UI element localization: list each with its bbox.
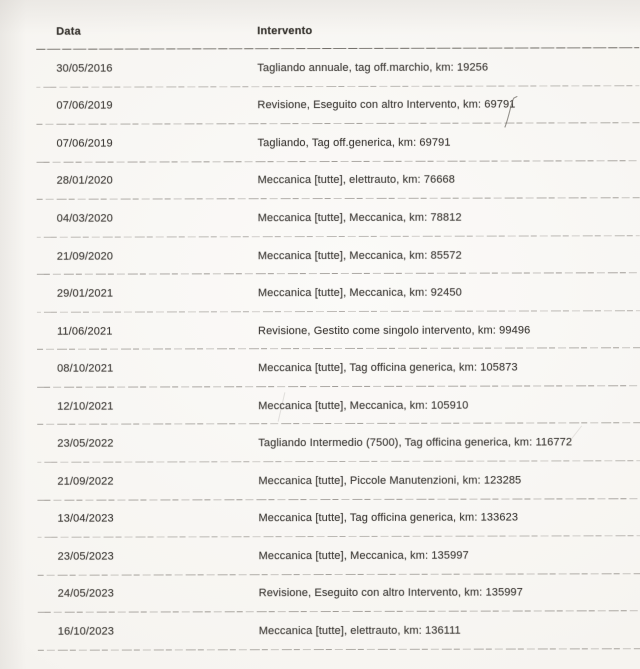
table-row	[36, 48, 639, 87]
row-date-cell: 21/09/2020	[56, 250, 114, 263]
row-date-cell: 21/09/2022	[57, 475, 114, 488]
table-row	[37, 424, 640, 463]
column-header-data: Data	[56, 25, 81, 38]
row-date-cell: 28/01/2020	[56, 174, 113, 188]
row-intervento-cell: Tagliando annuale, tag off.marchio, km: 19256	[257, 61, 489, 74]
table-row	[37, 161, 640, 200]
row-intervento-cell: Meccanica [tutte], Meccanica, km: 135997	[258, 549, 469, 563]
row-date-cell: 29/01/2021	[56, 287, 114, 300]
column-header-intervento: Intervento	[257, 25, 313, 38]
row-intervento-cell: Meccanica [tutte], Piccole Manutenzioni, km: 123285	[258, 474, 522, 487]
table-row	[37, 198, 640, 237]
table-row	[37, 499, 640, 538]
row-date-cell: 23/05/2023	[57, 550, 114, 563]
table-row	[37, 461, 640, 500]
table-row	[37, 386, 640, 425]
maintenance-history-table	[36, 12, 640, 650]
table-row	[37, 236, 640, 275]
row-date-cell: 11/06/2021	[56, 325, 113, 338]
row-date-cell: 16/10/2023	[57, 625, 115, 638]
row-intervento-cell: Meccanica [tutte], Tag officina generica, km: 105873	[258, 361, 518, 375]
row-intervento-cell: Revisione, Eseguito con altro Intervento, km: 135997	[258, 586, 523, 600]
row-date-cell: 23/05/2022	[57, 437, 114, 450]
table-row	[37, 349, 640, 388]
row-intervento-cell: Meccanica [tutte], Tag officina generica, km: 133623	[258, 511, 519, 525]
row-date-cell: 08/10/2021	[57, 362, 114, 375]
table-row	[37, 273, 640, 312]
row-intervento-cell: Meccanica [tutte], Meccanica, km: 105910	[258, 399, 469, 412]
row-intervento-cell: Revisione, Gestito come singolo intervento, km: 99496	[257, 324, 531, 337]
row-intervento-cell: Meccanica [tutte], Meccanica, km: 85572	[257, 249, 462, 262]
table-row	[37, 311, 640, 350]
row-date-cell: 30/05/2016	[56, 62, 113, 75]
table-row	[38, 536, 640, 575]
table-row	[36, 123, 639, 162]
table-header-row	[36, 12, 639, 50]
table-body	[36, 48, 640, 650]
row-date-cell: 13/04/2023	[57, 512, 114, 526]
row-intervento-cell: Meccanica [tutte], elettrauto, km: 76668	[257, 174, 456, 187]
row-intervento-cell: Meccanica [tutte], elettrauto, km: 136111	[258, 624, 461, 638]
row-intervento-cell: Meccanica [tutte], Meccanica, km: 92450	[257, 286, 462, 300]
row-date-cell: 12/10/2021	[57, 400, 114, 413]
table-row	[38, 574, 640, 613]
table-row	[38, 611, 640, 650]
row-date-cell: 04/03/2020	[56, 212, 113, 225]
row-date-cell: 24/05/2023	[57, 588, 114, 601]
pen-mark-artifact	[501, 95, 519, 129]
row-date-cell: 07/06/2019	[56, 137, 113, 150]
row-intervento-cell: Revisione, Eseguito con altro Intervento, km: 69791	[257, 98, 516, 112]
table-row	[36, 86, 639, 125]
row-intervento-cell: Meccanica [tutte], Meccanica, km: 78812	[257, 211, 462, 225]
row-date-cell: 07/06/2019	[56, 99, 113, 113]
row-intervento-cell: Tagliando, Tag off.generica, km: 69791	[257, 136, 451, 150]
row-intervento-cell: Tagliando Intermedio (7500), Tag officina generica, km: 116772	[258, 436, 573, 450]
